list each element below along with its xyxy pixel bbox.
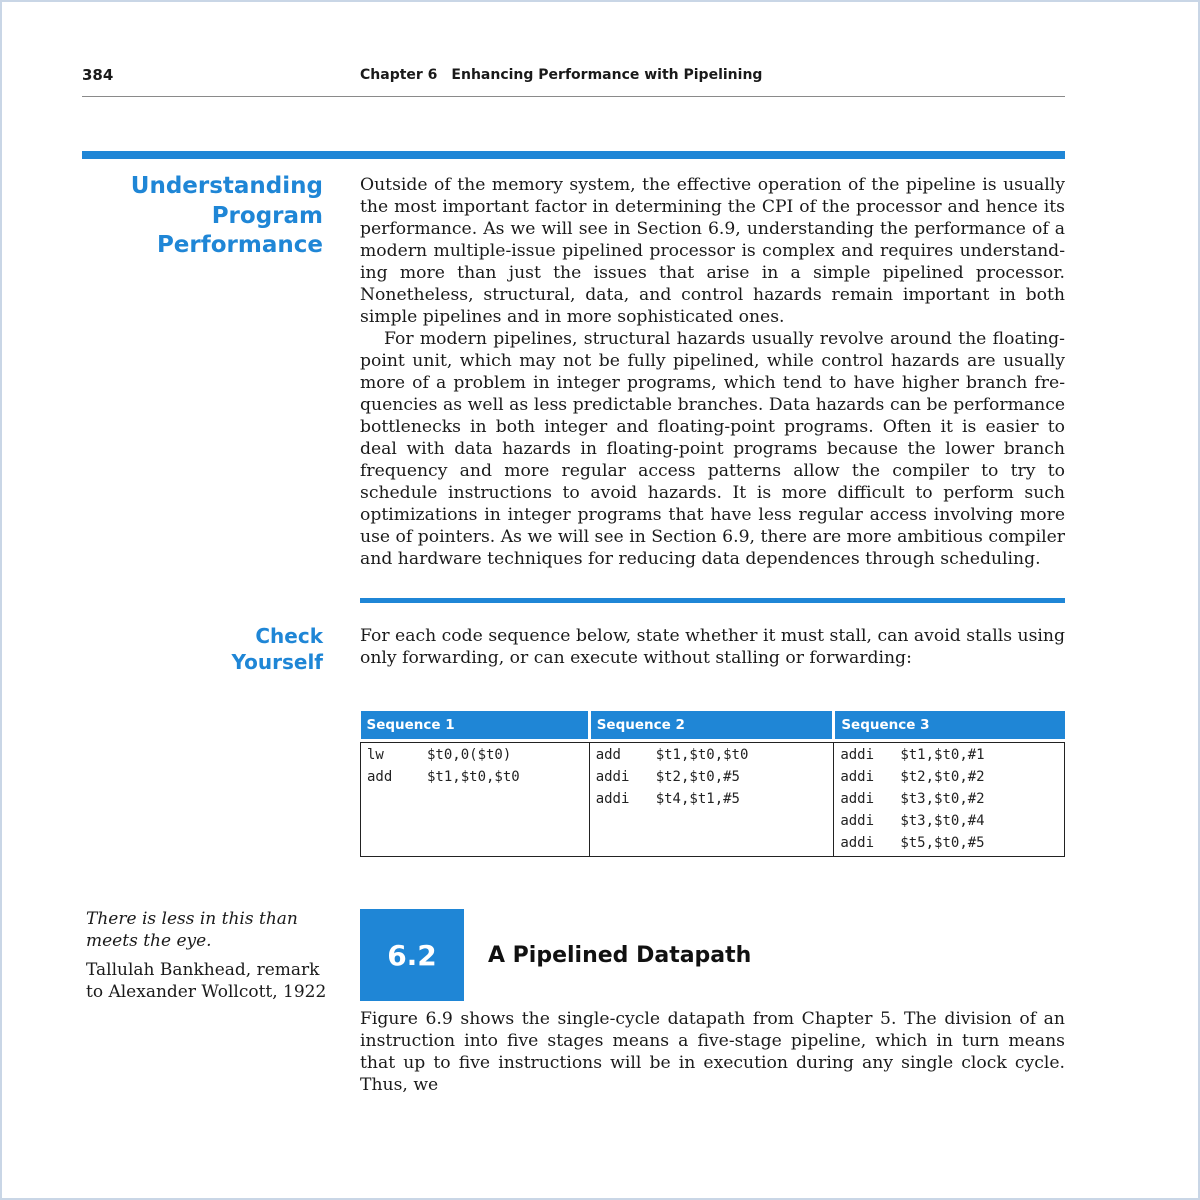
code-line: addi $t2,$t0,#5 [595,769,740,785]
code-line: add $t1,$t0,$t0 [367,769,520,785]
heading-line: Yourself [231,650,323,674]
section-rule-check [360,598,1065,603]
section-rule-top [82,151,1065,159]
heading-line: Performance [156,232,323,258]
sequence-2-header: Sequence 2 [589,711,834,739]
section-number-box: 6.2 [360,909,464,1001]
code-line: addi $t2,$t0,#2 [840,769,985,785]
code-line: lw $t0,0($t0) [367,747,512,763]
sequence-3-code [834,743,1065,857]
paragraph: Figure 6.9 shows the single-cycle datapath from Chapter 5. The division of an instruction into five stages means a five-stage pipeline, which in turn means that up to five instructions will be in execution during any single clock cycle. Thus, we [360,1009,1065,1095]
sequence-1-header: Sequence 1 [361,711,590,739]
table-header-row [361,711,1065,739]
quote-attribution: Tallulah Bankhead, remark to Alexander Wollcott, 1922 [86,960,327,1002]
sequence-1-code [361,743,590,857]
paragraph: For each code sequence below, state whether it must stall, can avoid stalls using only forwarding, or can execute without stalling or forwarding: [360,626,1065,668]
chapter-heading [360,67,762,83]
code-line: addi $t3,$t0,#2 [840,791,985,807]
check-yourself-heading [231,623,323,675]
table-row [361,743,1065,857]
code-sequence-table [360,711,1065,857]
running-header [82,64,1065,97]
section-intro [360,1008,1065,1096]
section-title: A Pipelined Datapath [488,943,752,968]
quote-text: There is less in this than meets the eye. [86,909,298,951]
code-line: addi $t5,$t0,#5 [840,835,985,851]
understanding-performance-heading [131,172,323,261]
sequence-3-header: Sequence 3 [834,711,1065,739]
understanding-body [360,174,1065,570]
sequence-2-code [589,743,834,857]
page-number: 384 [82,66,114,84]
check-yourself-prompt [360,625,1065,669]
chapter-label: Chapter 6 [360,67,438,83]
code-line: addi $t4,$t1,#5 [595,791,740,807]
code-line: addi $t1,$t0,#1 [840,747,985,763]
margin-quote [86,908,336,1003]
paragraph: For modern pipelines, structural hazards usually revolve around the floating-point unit, which may not be fully pipelined, while control hazards are usually more of a problem in integer programs, which tend to have higher branch frequencies as well as less predictable branches. Data hazards can be performance bottlenecks in both integer and floating-point programs. Often it is easier to deal with data hazards in floating-point programs because the lower branch frequency and more regular access patterns allow the compiler to try to schedule instructions to avoid hazards. It is more difficult to perform such optimizations in integer programs that have less regular access involving more use of pointers. As we will see in Section 6.9, there are more ambitious compiler and hardware techniques for reducing data dependences through scheduling. [360,329,1065,569]
heading-line: Understanding [130,173,323,199]
code-line: addi $t3,$t0,#4 [840,813,985,829]
paragraph: Outside of the memory system, the effective operation of the pipeline is usually the most important factor in determining the CPI of the processor and hence its performance. As we will see in Section 6.9, understanding the performance of a modern multiple-issue pipelined processor is complex and requires understanding more than just the issues that arise in a simple pipelined processor. Nonetheless, structural, data, and control hazards remain important in both simple pipelines and in more sophisticated ones. [360,175,1065,327]
chapter-title: Enhancing Performance with Pipelining [451,67,763,83]
heading-line: Program [211,202,323,229]
heading-line: Check [255,624,323,648]
code-line: add $t1,$t0,$t0 [595,747,749,763]
